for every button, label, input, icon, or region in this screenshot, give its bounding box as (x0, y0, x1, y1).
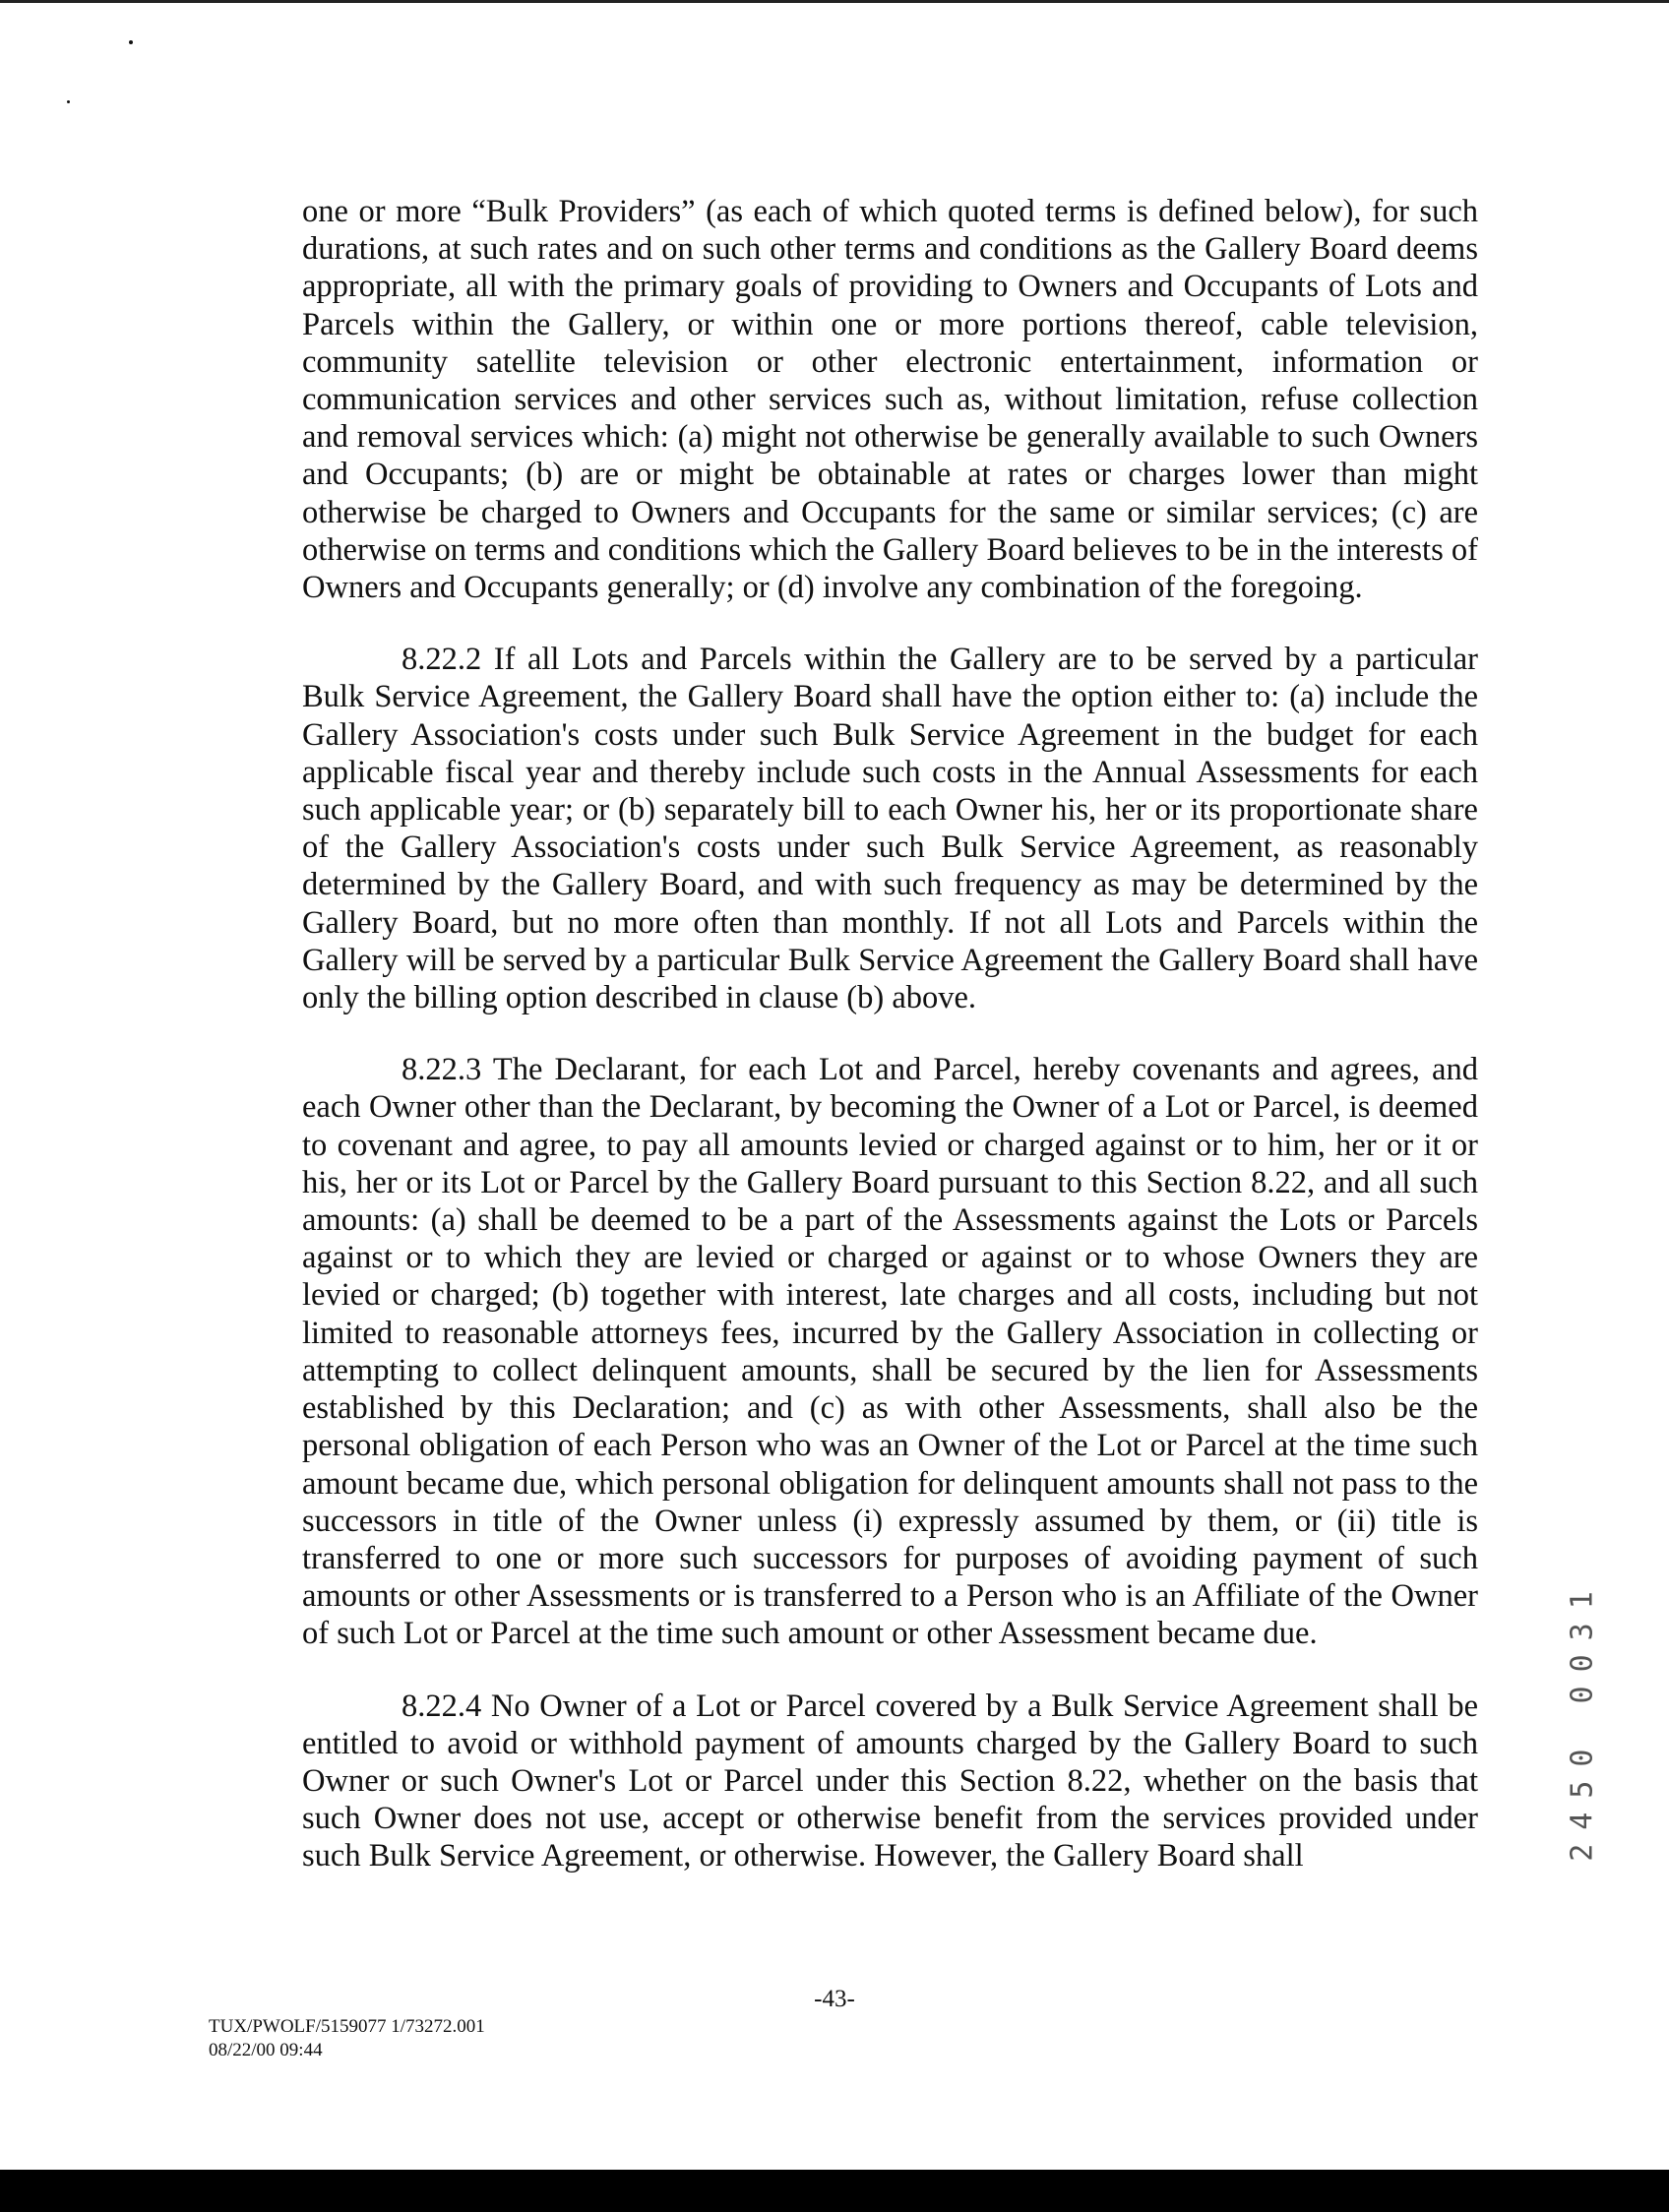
scan-top-edge (0, 0, 1669, 3)
paragraph-8-22-2: 8.22.2 If all Lots and Parcels within the Gallery are to be served by a particular Bulk Service Agreement, the Gallery Board shall have the option either to: (a) include the Gallery Association's costs under such Bulk Service Agreement in the budget for each applicable fiscal year and thereby include such costs in the Annual Assessments for each such applicable year; or (b) separately bill to each Owner his, her or its proportionate share of the Gallery Association's costs under such Bulk Service Agreement, as reasonably determined by the Gallery Board, and with such frequency as may be determined by the Gallery Board, but no more often than monthly. If not all Lots and Parcels within the Gallery will be served by a particular Bulk Service Agreement the Gallery Board shall have only the billing option described in clause (b) above. (302, 642, 1478, 1016)
page-number: -43- (814, 1986, 855, 2012)
side-stamp-number: 2450 0031 (1565, 1577, 1600, 1862)
scan-bottom-edge (0, 2170, 1669, 2212)
footer-file-reference: TUX/PWOLF/5159077 1/73272.001 (209, 2016, 485, 2037)
paragraph-continuation: one or more “Bulk Providers” (as each of which quoted terms is defined below), for such durations, at such rates and on such other terms and conditions as the Gallery Board deems appropriate, all with the primary goals of providing to Owners and Occupants of Lots and Parcels within the Gallery, or within one or more portions thereof, cable television, community satellite television or other electronic entertainment, information or communication services and other services such as, without limitation, refuse collection and removal services which: (a) might not otherwise be generally available to such Owners and Occupants; (b) are or might be obtainable at rates or charges lower than might otherwise be charged to Owners and Occupants for the same or similar services; (c) are otherwise on terms and conditions which the Gallery Board believes to be in the interests of Owners and Occupants generally; or (d) involve any combination of the foregoing. (302, 194, 1478, 606)
scan-speck (129, 40, 133, 44)
document-body (302, 193, 1478, 1910)
side-recording-stamp (1563, 1555, 1602, 1889)
paragraph-8-22-3: 8.22.3 The Declarant, for each Lot and Parcel, hereby covenants and agrees, and each Owner other than the Declarant, by becoming the Owner of a Lot or Parcel, is deemed to covenant and agree, to pay all amounts levied or charged against or to him, her or it or his, her or its Lot or Parcel by the Gallery Board pursuant to this Section 8.22, and all such amounts: (a) shall be deemed to be a part of the Assessments against the Lots or Parcels against or to which they are levied or charged or against or to whose Owners they are levied or charged; (b) together with interest, late charges and all costs, including but not limited to reasonable attorneys fees, incurred by the Gallery Association in collecting or attempting to collect delinquent amounts, shall be secured by the lien for Assessments established by this Declaration; and (c) as with other Assessments, shall also be the personal obligation of each Person who was an Owner of the Lot or Parcel at the time such amount became due, which personal obligation for delinquent amounts shall not pass to the successors in title of the Owner unless (i) expressly assumed by them, or (ii) title is transferred to one or more such successors for purposes of avoiding payment of such amounts or other Assessments or is transferred to a Person who is an Affiliate of the Owner of such Lot or Parcel at the time such amount or other Assessment became due. (302, 1052, 1478, 1652)
scan-speck (67, 100, 70, 103)
paragraph-8-22-4: 8.22.4 No Owner of a Lot or Parcel covered by a Bulk Service Agreement shall be entitled to avoid or withhold payment of amounts charged by the Gallery Board to such Owner or such Owner's Lot or Parcel under this Section 8.22, whether on the basis that such Owner does not use, accept or otherwise benefit from the services provided under such Bulk Service Agreement, or otherwise. However, the Gallery Board shall (302, 1688, 1478, 1874)
document-footer (209, 2015, 485, 2062)
footer-timestamp: 08/22/00 09:44 (209, 2040, 323, 2060)
